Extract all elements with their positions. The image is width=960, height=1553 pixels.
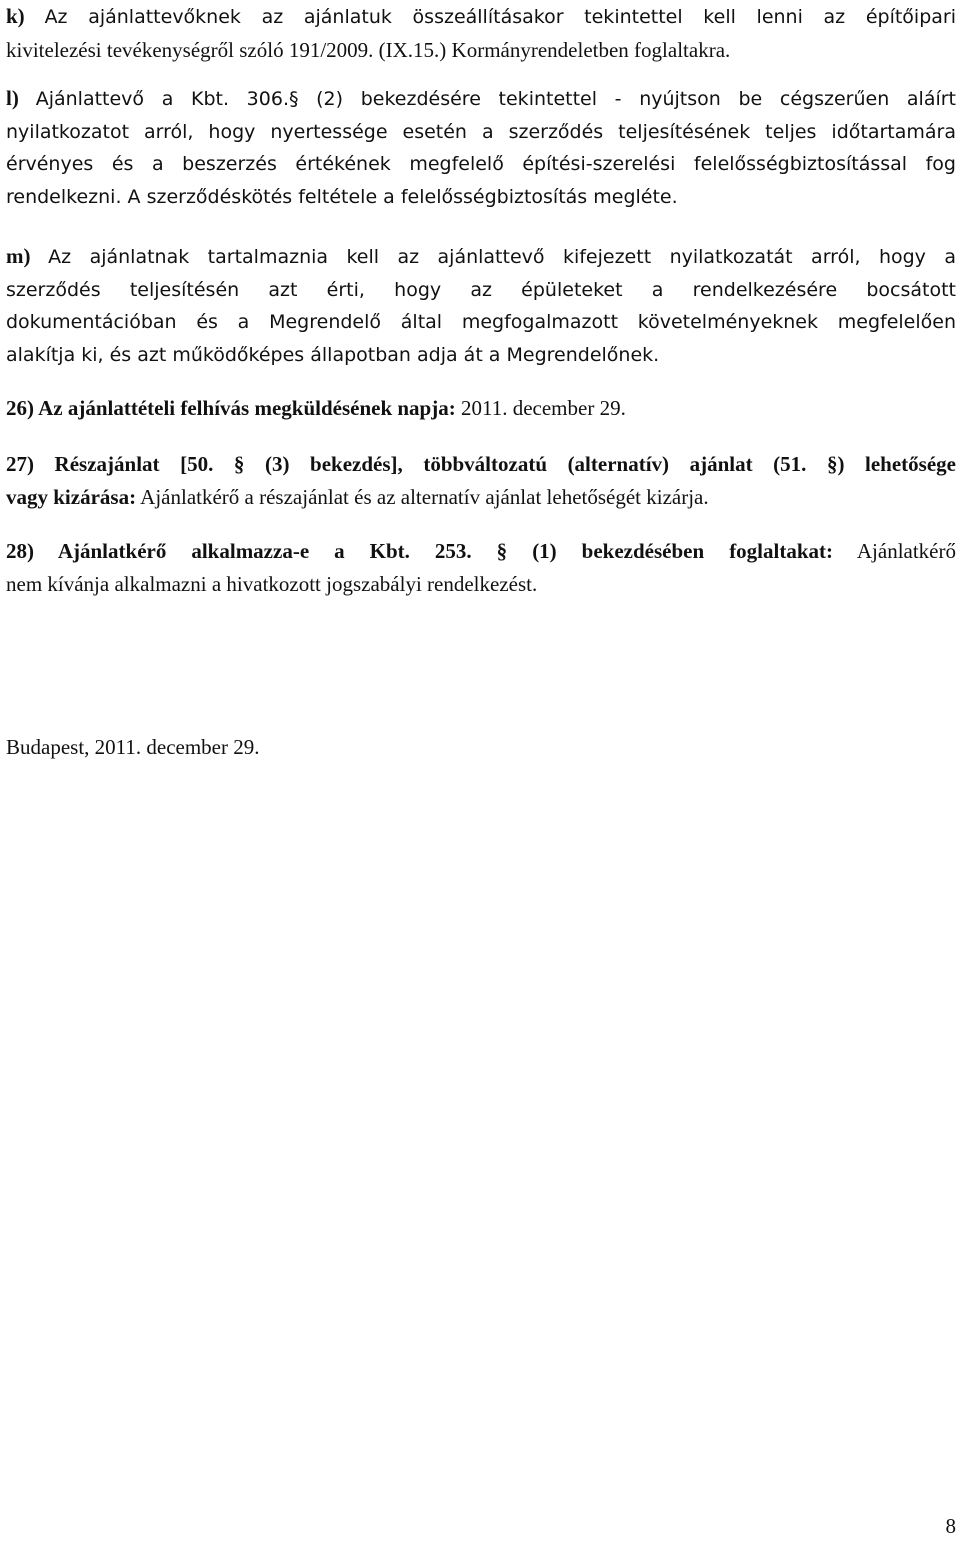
paragraph-l-marker: l): [6, 86, 19, 110]
paragraph-k-line-1: [6, 0, 956, 34]
section-26: [6, 392, 956, 425]
paragraph-l-line-1: [6, 82, 956, 116]
paragraph-k: [6, 0, 956, 66]
place-date: Budapest, 2011. december 29.: [6, 735, 260, 759]
paragraph-m-text-4: alakítja ki, és azt működőképes állapotban adja át a Megrendelőnek.: [6, 343, 660, 366]
page-number: 8: [945, 1514, 956, 1538]
section-27-heading-line-1: 27) Részajánlat [50. § (3) bekezdés], többváltozatú (alternatív) ajánlat (51. §) lehetősége: [6, 452, 956, 476]
paragraph-m-text-3: dokumentációban és a Megrendelő által megfogalmazott követelményeknek megfelelően: [6, 311, 956, 333]
paragraph-l-text-2: nyilatkozatot arról, hogy nyertessége esetén a szerződés teljesítésének teljes időtartamára: [6, 120, 956, 143]
paragraph-l: [6, 82, 956, 213]
section-27-heading-line-2: vagy kizárása:: [6, 484, 137, 509]
paragraph-l-text-3: érvényes és a beszerzés értékének megfelelő építési-szerelési felelősségbiztosítással fog: [6, 153, 956, 175]
section-27: [6, 448, 956, 513]
paragraph-m-line-1: [6, 240, 956, 274]
document-page: [6, 0, 956, 1553]
paragraph-k-text-2: kivitelezési tevékenységről szóló 191/2009. (IX.15.) Kormányrendeletben foglaltakra.: [6, 37, 731, 62]
section-28-value-2: nem kívánja alkalmazni a hivatkozott jogszabályi rendelkezést.: [6, 571, 538, 596]
paragraph-k-marker: k): [6, 4, 25, 28]
section-26-date: 2011. december 29.: [460, 396, 626, 420]
section-28-line-1: [6, 535, 956, 568]
paragraph-m: [6, 240, 956, 371]
paragraph-m-text-2: szerződés teljesítésén azt érti, hogy az épületeket a rendelkezésére bocsátott: [6, 278, 956, 301]
section-28-heading: 28) Ajánlatkérő alkalmazza-e a Kbt. 253. § (1) bekezdésében foglaltakat:: [6, 539, 834, 563]
paragraph-l-text-1: Ajánlattevő a Kbt. 306.§ (2) bekezdésére tekintettel - nyújtson be cégszerűen aláírt: [35, 88, 957, 110]
paragraph-k-text-1: Az ajánlattevőknek az ajánlatuk összeállításakor tekintettel kell lenni az építőipari: [44, 6, 956, 28]
section-27-value: Ajánlatkérő a részajánlat és az alternatív ajánlat lehetőségét kizárja.: [140, 484, 709, 509]
section-28-value-1: Ajánlatkérő: [856, 539, 956, 563]
section-28: [6, 535, 956, 600]
paragraph-m-text-1: Az ajánlatnak tartalmaznia kell az ajánlattevő kifejezett nyilatkozatát arról, hogy a: [48, 246, 956, 268]
section-27-line-2: [6, 481, 956, 514]
paragraph-l-text-4: rendelkezni. A szerződéskötés feltétele a felelősségbiztosítás megléte.: [6, 185, 678, 208]
paragraph-m-marker: m): [6, 244, 31, 268]
section-26-heading: 26) Az ajánlattételi felhívás megküldésének napja:: [6, 396, 456, 420]
